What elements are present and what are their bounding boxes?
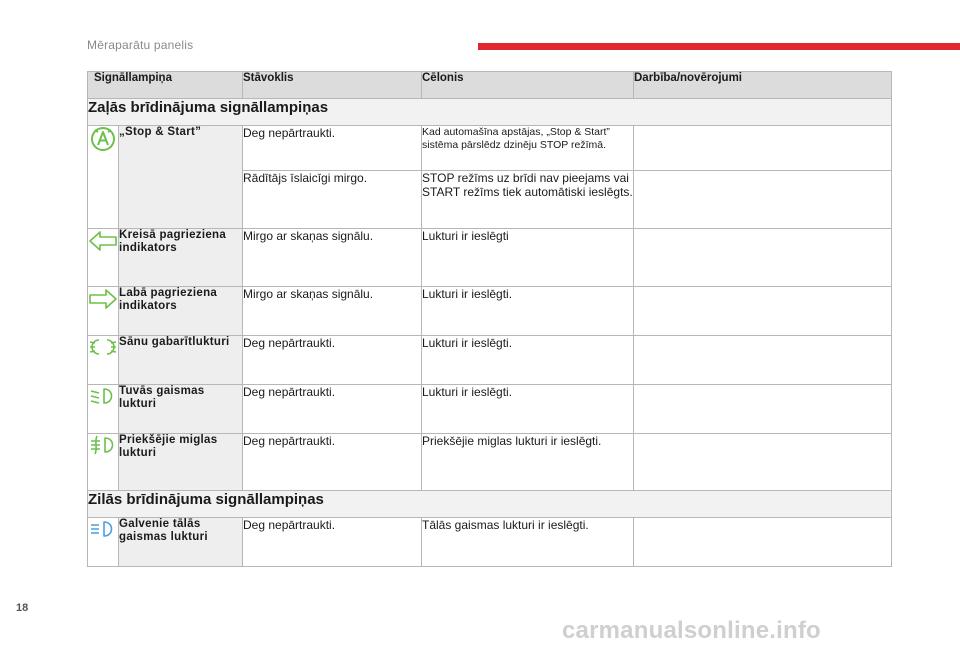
lamp-cause: Kad automašīna apstājas, „Stop & Start” sistēma pārslēdz dzinēju STOP režīmā. [422, 126, 634, 171]
table-header-row [88, 72, 892, 99]
watermark: carmanualsonline.info [562, 617, 821, 644]
lamp-state: Deg nepārtraukti. [243, 126, 422, 171]
lamp-icon-cell [88, 434, 119, 491]
lamp-action [634, 336, 892, 385]
lamp-cause: Lukturi ir ieslēgti. [422, 287, 634, 336]
lamp-action [634, 385, 892, 434]
main-beam-icon [88, 518, 118, 540]
lamp-icon-cell [88, 518, 119, 567]
lamp-icon-cell [88, 126, 119, 229]
left-turn-arrow-icon [88, 229, 118, 253]
lamp-state: Rādītājs īslaicīgi mirgo. [243, 171, 422, 229]
lamp-state: Deg nepārtraukti. [243, 385, 422, 434]
auto-stop-start-icon [90, 126, 116, 152]
lamp-state: Deg nepārtraukti. [243, 434, 422, 491]
lamp-name: Sānu gabarītlukturi [119, 336, 243, 385]
page-number: 18 [16, 602, 29, 614]
table-row [88, 385, 892, 434]
section-row-blue [88, 491, 892, 518]
lamp-action [634, 287, 892, 336]
section-title-green: Zaļās brīdinājuma signāllampiņas [88, 99, 892, 126]
side-lights-icon [88, 336, 118, 358]
table-row [88, 336, 892, 385]
lamp-icon-cell [88, 336, 119, 385]
column-header-lamp: Signāllampiņa [88, 72, 243, 99]
table-row [88, 434, 892, 491]
lamp-name: Tuvās gaismas lukturi [119, 385, 243, 434]
lamp-action [634, 171, 892, 229]
dipped-beam-icon [88, 385, 118, 407]
right-turn-arrow-icon [88, 287, 118, 311]
lamp-cause: Lukturi ir ieslēgti. [422, 385, 634, 434]
table-row [88, 229, 892, 287]
lamp-name: Labā pagrieziena indikators [119, 287, 243, 336]
lamp-cause: Lukturi ir ieslēgti [422, 229, 634, 287]
lamp-action [634, 434, 892, 491]
lamp-cause: STOP režīms uz brīdi nav pieejams vai START režīms tiek automātiski ieslēgts. [422, 171, 634, 229]
lamp-state: Mirgo ar skaņas signālu. [243, 287, 422, 336]
lamp-cause: Priekšējie miglas lukturi ir ieslēgti. [422, 434, 634, 491]
column-header-action: Darbība/novērojumi [634, 72, 892, 99]
lamp-state: Deg nepārtraukti. [243, 518, 422, 567]
lamp-action [634, 229, 892, 287]
lamp-cause: Lukturi ir ieslēgti. [422, 336, 634, 385]
column-header-state: Stāvoklis [243, 72, 422, 99]
section-row-green [88, 99, 892, 126]
lamp-name: Galvenie tālās gaismas lukturi [119, 518, 243, 567]
lamp-name: Kreisā pagrieziena indikators [119, 229, 243, 287]
front-fog-light-icon [88, 434, 118, 456]
lamp-action [634, 126, 892, 171]
page-header-title: Mēraparātu panelis [87, 38, 194, 52]
table-row [88, 518, 892, 567]
lamp-icon-cell [88, 229, 119, 287]
column-header-cause: Cēlonis [422, 72, 634, 99]
lamp-cause: Tālās gaismas lukturi ir ieslēgti. [422, 518, 634, 567]
lamp-name: Priekšējie miglas lukturi [119, 434, 243, 491]
section-title-blue: Zilās brīdinājuma signāllampiņas [88, 491, 892, 518]
lamp-state: Deg nepārtraukti. [243, 336, 422, 385]
lamp-state: Mirgo ar skaņas signālu. [243, 229, 422, 287]
lamp-icon-cell [88, 287, 119, 336]
header-accent-bar [478, 43, 960, 50]
table-row [88, 287, 892, 336]
lamp-action [634, 518, 892, 567]
table-row [88, 126, 892, 171]
lamp-icon-cell [88, 385, 119, 434]
lamp-name: „Stop & Start” [119, 126, 243, 229]
warning-lamps-table [87, 71, 892, 567]
